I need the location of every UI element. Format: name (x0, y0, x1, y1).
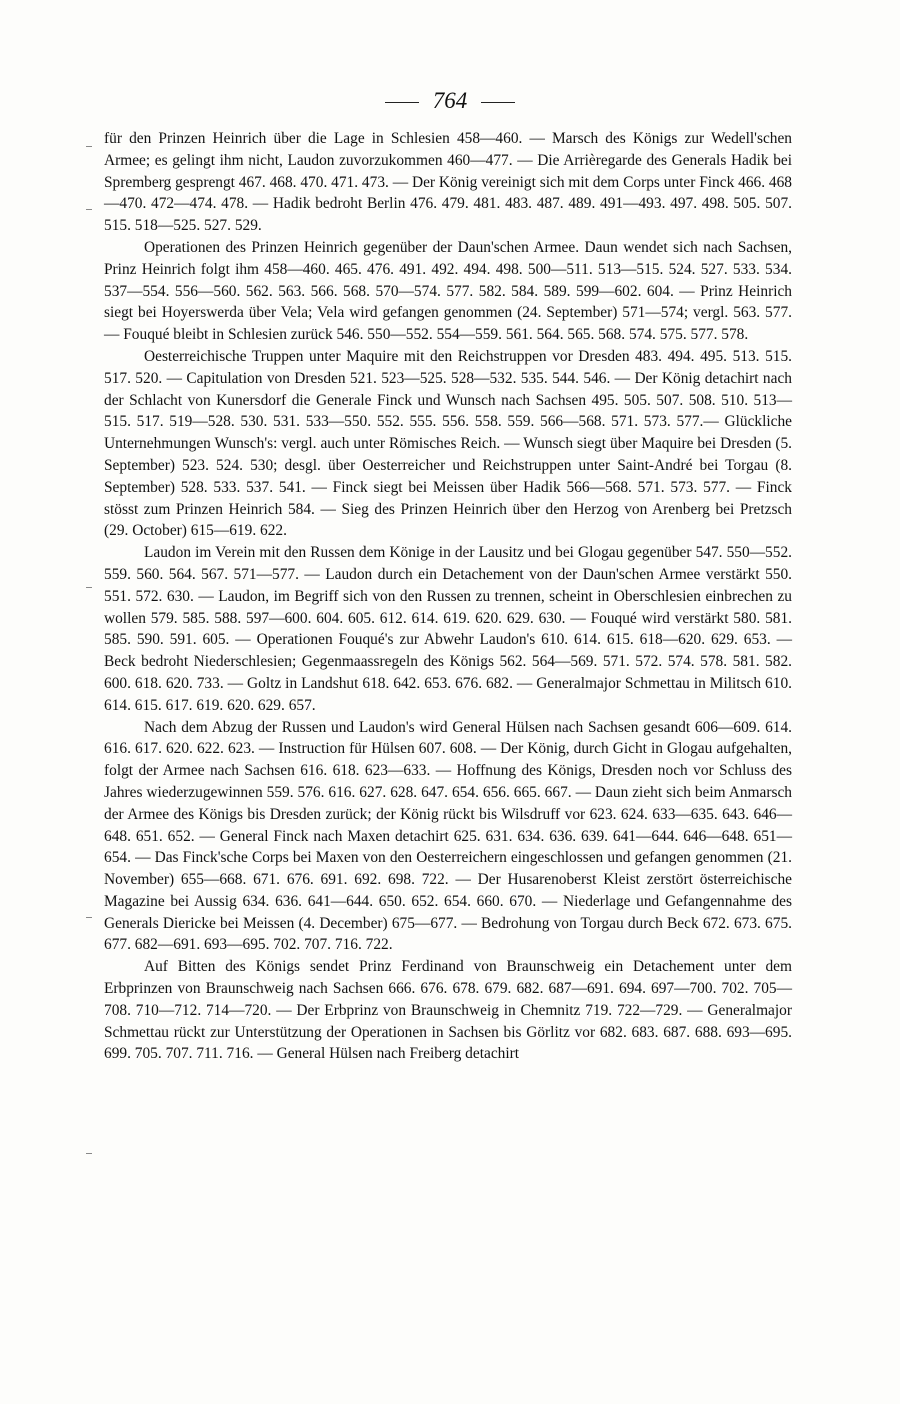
margin-mark (86, 146, 92, 147)
header-rule-left (385, 102, 419, 103)
margin-mark (86, 209, 92, 210)
margin-mark (86, 587, 92, 588)
paragraph-2: Operationen des Prinzen Heinrich gegenüber der Daun'schen Armee. Daun wendet sich nach Sachsen, Prinz Heinrich folgt ihm 458—460. 465. 476. 491. 492. 494. 498. 500—511. 513—515. 524. 527. 533. 534. 537—554. 556—560. 562. 563. 566. 568. 570—574. 577. 582. 584. 589. 599—602. 604. — Prinz Heinrich siegt bei Hoyerswerda über Vela; Vela wird gefangen genommen (24. September) 571—574; vergl. 563. 577. — Fouqué bleibt in Schlesien zurück 546. 550—552. 554—559. 561. 564. 565. 568. 574. 575. 577. 578. (104, 238, 792, 344)
paragraph-5: Nach dem Abzug der Russen und Laudon's wird General Hülsen nach Sachsen gesandt 606—609. 614. 616. 617. 620. 622. 623. — Instruction für Hülsen 607. 608. — Der König, durch Gicht in Glogau aufgehalten, folgt der Armee nach Sachsen 616. 618. 623—633. — Hoffnung des Königs, Dresden noch vor Schluss des Jahres wiederzugewinnen 559. 576. 616. 627. 628. 647. 654. 656. 665. 667. — Daun zieht sich beim Anmarsch der Armee des Königs bis Dresden zurück; der König rückt bis Wilsdruff vor 623. 624. 633—635. 643. 646—648. 651. 652. — General Finck nach Maxen detachirt 625. 631. 634. 636. 639. 641—644. 646—648. 651—654. — Das Finck'sche Corps bei Maxen von den Oesterreichern eingeschlossen und gefangen genommen (21. November) 655—668. 671. 676. 691. 692. 698. 722. — Der Husarenoberst Kleist zerstört österreichische Magazine bei Aussig 634. 636. 641—644. 650. 652. 654. 660. 670. — Niederlage und Gefangennahme des Generals Diericke bei Meissen (4. December) 675—677. — Bedrohung von Torgau durch Beck 672. 673. 675. 677. 682—691. 693—695. 702. 707. 716. 722. (104, 718, 792, 954)
header-rule-right (481, 102, 515, 103)
margin-mark (86, 917, 92, 918)
paragraph-4: Laudon im Verein mit den Russen dem Könige in der Lausitz und bei Glogau gegenüber 547. 550—552. 559. 560. 564. 567. 571—577. — Laudon durch ein Detachement von der Daun'schen Armee verstärkt 550. 551. 572. 630. — Laudon, im Begriff sich von den Russen zu trennen, scheint in Oberschlesien einbrechen zu wollen 579. 585. 588. 597—600. 604. 605. 612. 614. 619. 620. 629. 630. — Fouqué wird verstärkt 580. 581. 585. 590. 591. 605. — Operationen Fouqué's zur Abwehr Laudon's 610. 614. 615. 618—620. 629. 653. — Beck bedroht Niederschlesien; Gegenmaassregeln des Königs 562. 564—569. 571. 572. 574. 578. 581. 582. 600. 618. 620. 733. — Goltz in Landshut 618. 642. 653. 676. 682. — Generalmajor Schmettau in Militsch 610. 614. 615. 617. 619. 620. 629. 657. (104, 544, 792, 714)
paragraph-6: Auf Bitten des Königs sendet Prinz Ferdinand von Braunschweig ein Detachement unter dem Erbprinzen von Braunschweig nach Sachsen 666. 676. 678. 679. 682. 687—691. 694. 697—700. 702. 705—708. 710—712. 714—720. — Der Erbprinz von Braunschweig in Chemnitz 719. 722—729. — Generalmajor Schmettau rückt zur Unterstützung der Operationen in Sachsen bis Görlitz vor 682. 683. 687. 688. 693—695. 699. 705. 707. 711. 716. — General Hülsen nach Freiberg detachirt (104, 958, 792, 1063)
page-number: 764 (432, 88, 468, 113)
page-header (0, 88, 900, 114)
paragraph-3: Oesterreichische Truppen unter Maquire mit den Reichstruppen vor Dresden 483. 494. 495. 513. 515. 517. 520. — Capitulation von Dresden 521. 523—525. 528—532. 535. 544. 546. — Der König detachirt nach der Schlacht von Kunersdorf die Generale Finck und Wunsch nach Sachsen 495. 505. 507. 508. 510. 513—515. 517. 519—528. 530. 531. 533—550. 552. 555. 556. 558. 559. 566—568. 571. 573. 577.— Glückliche Unternehmungen Wunsch's: vergl. auch unter Römisches Reich. — Wunsch siegt über Maquire bei Dresden (5. September) 523. 524. 530; desgl. über Oesterreicher und Reichstruppen unter Saint-André bei Torgau (8. September) 528. 533. 537. 541. — Finck siegt bei Meissen über Hadik 566—568. 571. 573. 577. — Finck stösst zum Prinzen Heinrich 584. — Sieg des Prinzen Heinrich über den Herzog von Arenberg bei Pretzsch (29. October) 615—619. 622. (104, 347, 792, 540)
paragraph-1: für den Prinzen Heinrich über die Lage in Schlesien 458—460. — Marsch des Königs zur Wedell'schen Armee; es gelingt ihm nicht, Laudon zuvorzukommen 460—477. — Die Arrièregarde des Generals Hadik bei Spremberg gesprengt 467. 468. 470. 471. 473. — Der König vereinigt sich mit dem Corps unter Finck 466. 468—470. 472—474. 478. — Hadik bedroht Berlin 476. 479. 481. 483. 487. 489. 491—493. 497. 498. 505. 507. 515. 518—525. 527. 529. (104, 130, 792, 235)
index-text (104, 128, 792, 1065)
margin-mark (86, 1153, 92, 1154)
